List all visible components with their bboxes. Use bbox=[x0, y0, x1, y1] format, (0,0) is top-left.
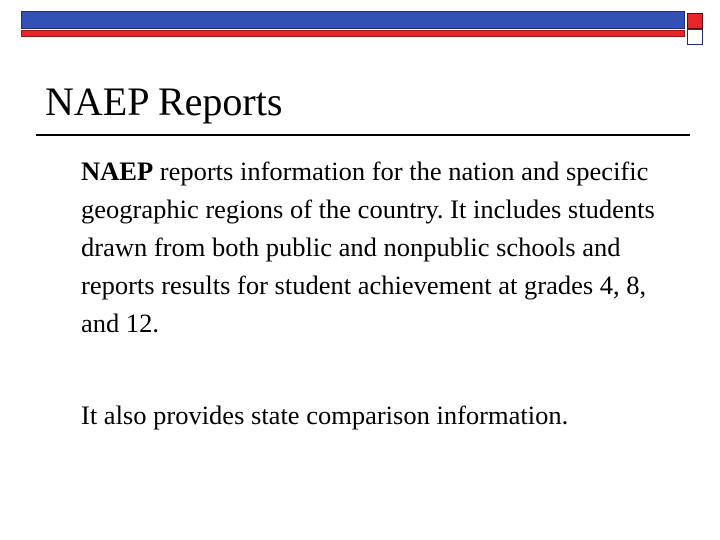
header-bar-blue bbox=[21, 11, 685, 29]
body-paragraph-1 bbox=[81, 152, 691, 342]
corner-square-top bbox=[687, 13, 703, 29]
paragraph-1-text: reports information for the nation and specific geographic regions of the country. It includes students drawn from both public and nonpublic schools and reports results for student achievement at grades 4, 8, and 12. bbox=[81, 156, 655, 338]
corner-square-bottom bbox=[687, 29, 703, 45]
slide-title: NAEP Reports bbox=[45, 79, 283, 124]
body-paragraph-2: It also provides state comparison information. bbox=[81, 400, 569, 430]
header-bar-red bbox=[21, 30, 685, 37]
title-divider bbox=[36, 134, 690, 136]
paragraph-lead-term: NAEP bbox=[81, 156, 154, 186]
